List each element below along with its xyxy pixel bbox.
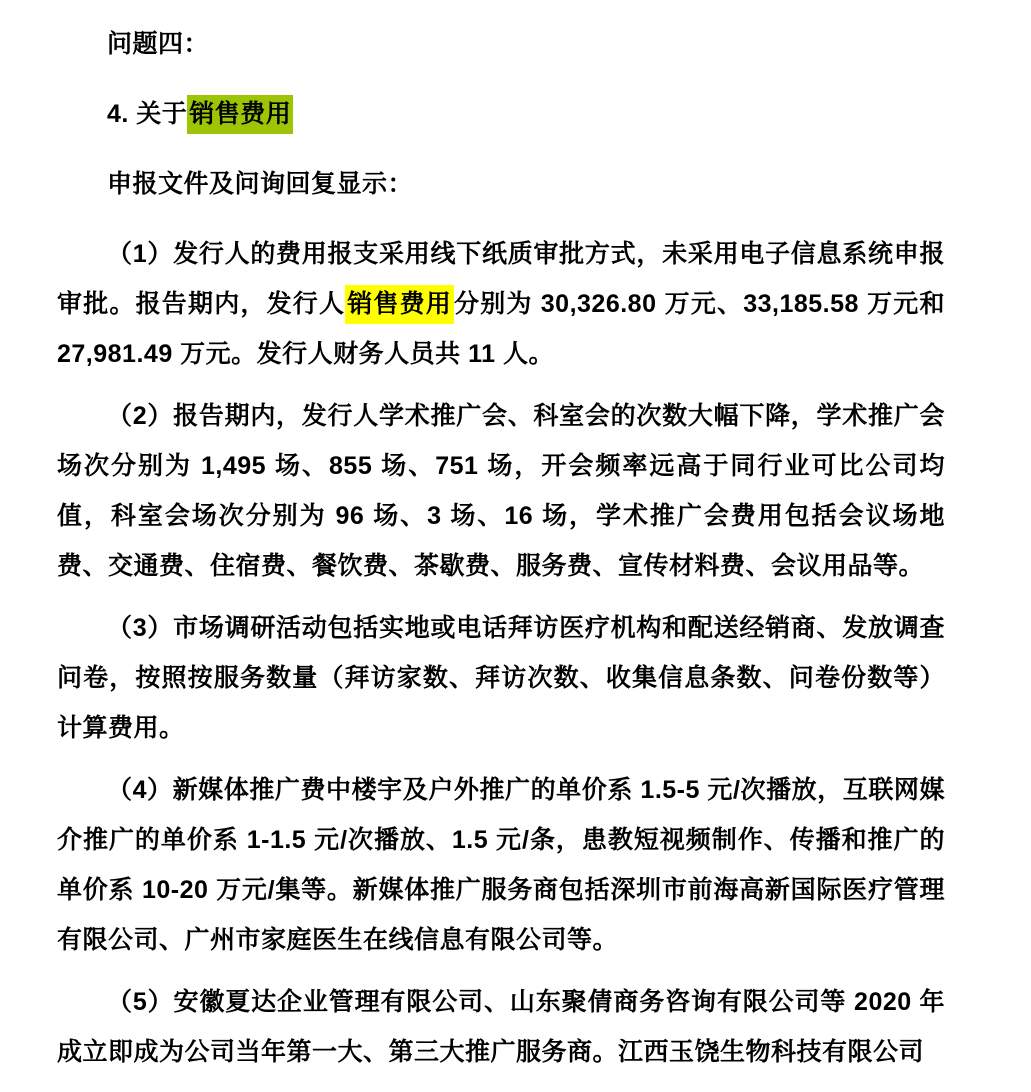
paragraph-2: （2）报告期内，发行人学术推广会、科室会的次数大幅下降，学术推广会场次分别为 1,495 场、855 场、751 场，开会频率远高于同行业可比公司均值，科室会场次分别为 96 场、3 场、16 场，学术推广会费用包括会议场地费、交通费、住宿费、餐饮费、茶歇费、服务费、宣传材料费、会议用品等。 (57, 402, 945, 580)
paragraph-1-text-after: 分别为 30,326.80 万元、33,185.58 万元和 27,981.49 万元。发行人财务人员共 11 人。 (57, 290, 945, 368)
paragraph-1-highlight-sales-expense: 销售费用 (345, 285, 454, 324)
section-title-highlight: 销售费用 (187, 95, 293, 134)
paragraph-1-text-before: （1）发行人的费用报支采用线下纸质审批方式，未采用电子信息系统申报审批。报告期内，发行人 (57, 240, 945, 318)
intro-line: 申报文件及问询回复显示： (107, 170, 414, 198)
question-heading: 问题四： (107, 30, 210, 58)
paragraph-4: （4）新媒体推广费中楼宇及户外推广的单价系 1.5-5 元/次播放，互联网媒介推广的单价系 1-1.5 元/次播放、1.5 元/条，患教短视频制作、传播和推广的单价系 10-20 万元/集等。新媒体推广服务商包括深圳市前海高新国际医疗管理有限公司、广州市家庭医生在线信息有限公司等。 (57, 776, 945, 954)
section-title-prefix: 4. 关于 (107, 100, 188, 128)
paragraph-1 (57, 229, 945, 379)
paragraph-3: （3）市场调研活动包括实地或电话拜访医疗机构和配送经销商、发放调查问卷，按照按服务数量（拜访家数、拜访次数、收集信息条数、问卷份数等）计算费用。 (57, 614, 945, 742)
section-title (57, 89, 945, 139)
paragraph-5: （5）安徽夏达企业管理有限公司、山东聚倩商务咨询有限公司等 2020 年成立即成为公司当年第一大、第三大推广服务商。江西玉饶生物科技有限公司 (57, 988, 945, 1066)
